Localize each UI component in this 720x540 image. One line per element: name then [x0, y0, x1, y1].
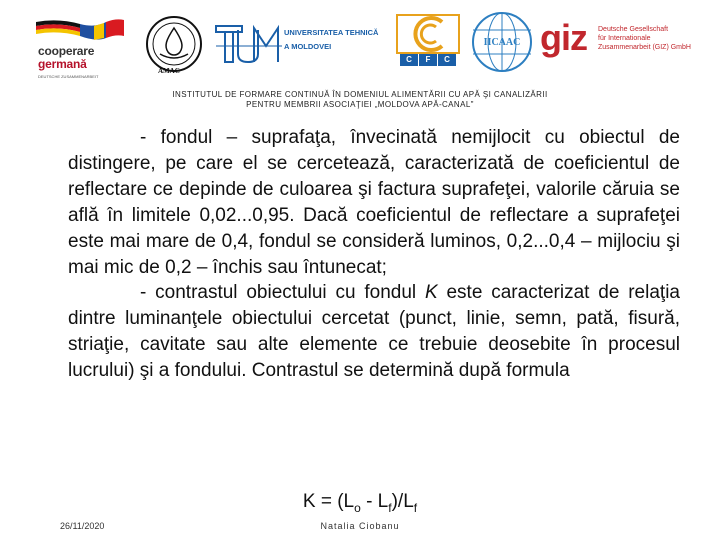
formula-subscript-f: f — [388, 500, 392, 515]
cfc-letter: F — [419, 54, 437, 66]
giz-name-line1: Deutsche Gesellschaft — [598, 26, 669, 33]
cfc-letters — [400, 54, 456, 66]
logo-text-line1: cooperare — [38, 44, 95, 58]
utm-name-line2: A MOLDOVEI — [284, 42, 332, 51]
formula-division: )/L — [391, 491, 414, 512]
paragraph-contrast-start: - contrastul obiectului cu fondul — [140, 282, 425, 304]
institute-title-line1: INSTITUTUL DE FORMARE CONTINUĂ ÎN DOMENIUL ALIMENTĂRII CU APĂ ŞI CANALIZĂRII — [172, 90, 548, 99]
utm-mark-icon — [214, 22, 284, 66]
paragraph-contrast-rest: este caracterizat de relaţia dintre luminanţele obiectului cercetat (punct, linie, semn, pată, fisură, striaţie, cavitate sau alte elemente ce trebuie deosebite în procesul lucrului) şi a fondului. Contrastul se determină după formula — [68, 282, 680, 382]
utm-logo — [214, 22, 379, 66]
giz-name-line2: für Internationale — [598, 35, 651, 42]
formula-subscript-o: o — [354, 500, 361, 515]
variable-k: K — [424, 282, 438, 304]
institute-title-line2: PENTRU MEMBRII ASOCIAŢIEI „MOLDOVA APĂ-CANAL" — [246, 100, 474, 109]
giz-name-line3: Zusammenarbeit (GIZ) GmbH — [598, 44, 691, 51]
amac-label: AMAC — [158, 67, 180, 75]
flags-icon — [36, 18, 126, 42]
paragraph-contrast — [68, 280, 680, 384]
logo-text-line2: germană — [38, 57, 87, 71]
cfc-logo — [396, 14, 460, 70]
iicaac-logo — [470, 10, 534, 74]
utm-name-line1: UNIVERSITATEA TEHNICĂ — [284, 28, 379, 37]
formula-minus: - L — [360, 491, 389, 512]
amac-logo — [144, 14, 204, 76]
cooperare-germana-logo — [36, 18, 128, 78]
cfc-emblem-icon — [396, 14, 460, 54]
paragraph-fondul: - fondul – suprafaţa, învecinată nemijlocit cu obiectul de distingere, pe care el se cercetează, caracterizată de coeficientul de reflectare ce depinde de culoarea şi factura suprafeţei, valorile căruia se află în limitele 0,02...0,95. Dacă coeficientul de reflectare a suprafeţei este mai mare de 0,4, fondul se consideră luminos, 0,2...0,4 – mijlociu şi mai mic de 0,2 – închis sau întunecat; — [68, 127, 680, 278]
iicaac-label: IICAAC — [483, 37, 521, 48]
logo-text-line3: DEUTSCHE ZUSAMMENARBEIT — [38, 74, 99, 79]
formula-lhs: K = (L — [302, 491, 355, 512]
slide-body — [68, 125, 680, 384]
footer-author: Natalia Ciobanu — [320, 521, 400, 531]
giz-wordmark: giz — [540, 17, 587, 58]
contrast-formula — [0, 491, 720, 515]
giz-logo — [540, 18, 710, 66]
formula-subscript-f-denominator: f — [413, 500, 418, 515]
footer-date: 26/11/2020 — [60, 521, 105, 531]
cfc-letter: C — [438, 54, 456, 66]
cfc-letter: C — [400, 54, 418, 66]
